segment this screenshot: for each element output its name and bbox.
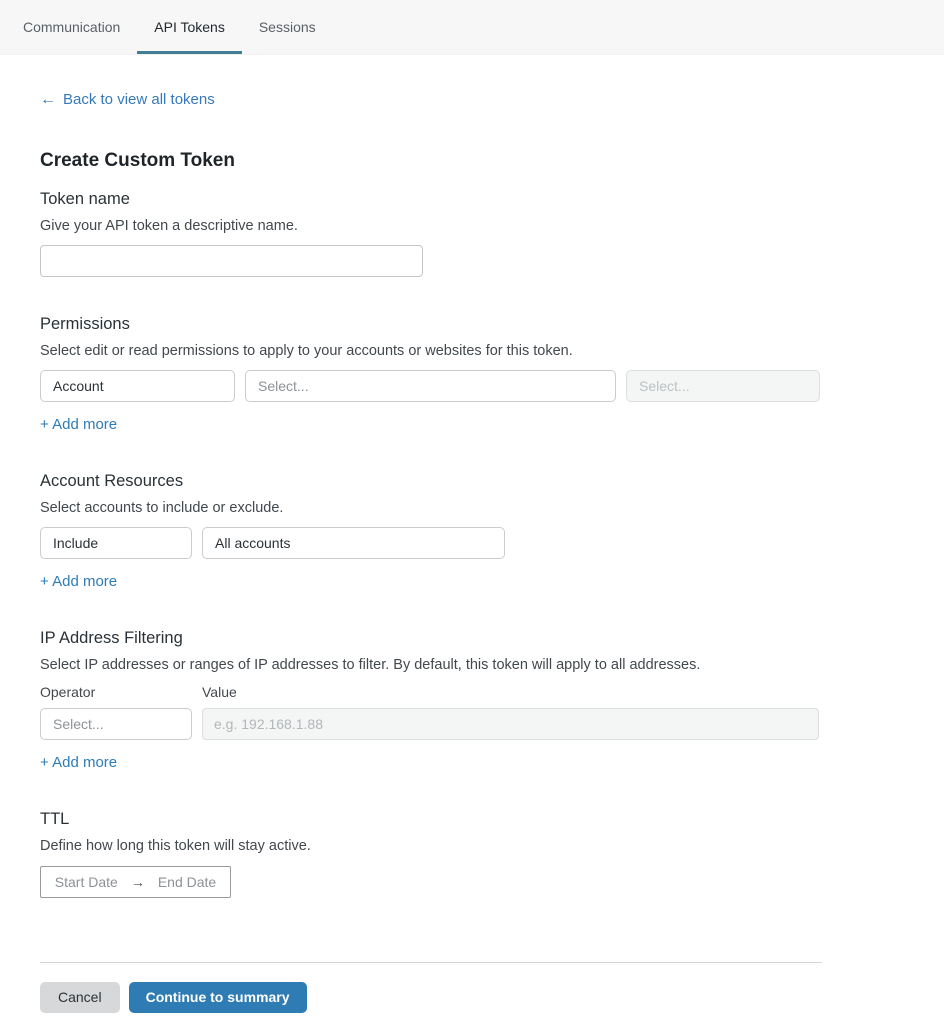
- ip-filtering-row: [40, 708, 822, 740]
- ip-filtering-description: Select IP addresses or ranges of IP addresses to filter. By default, this token will apply to all addresses.: [40, 656, 701, 673]
- section-ttl: [40, 810, 822, 898]
- token-name-description: Give your API token a descriptive name.: [40, 217, 298, 234]
- tab-api-tokens[interactable]: API Tokens: [137, 0, 242, 54]
- permission-level-placeholder: Select...: [639, 377, 690, 394]
- permission-scope-select[interactable]: [40, 370, 235, 402]
- back-link-label: Back to view all tokens: [63, 91, 215, 108]
- ip-operator-placeholder: Select...: [53, 715, 104, 732]
- ip-value-input: [202, 708, 819, 740]
- value-label: Value: [202, 683, 237, 700]
- ttl-date-range-picker[interactable]: [40, 866, 231, 898]
- page-title: Create Custom Token: [40, 149, 235, 171]
- footer-divider: [40, 962, 822, 963]
- permission-group-placeholder: Select...: [258, 377, 309, 394]
- permission-scope-value: Account: [53, 377, 104, 394]
- back-to-tokens-link[interactable]: [40, 91, 215, 108]
- resource-accounts-select[interactable]: [202, 527, 505, 559]
- permissions-description: Select edit or read permissions to apply to your accounts or websites for this token.: [40, 342, 573, 359]
- section-permissions: [40, 315, 822, 434]
- permission-group-select[interactable]: [245, 370, 616, 402]
- start-date-placeholder: Start Date: [54, 873, 118, 890]
- continue-to-summary-button[interactable]: Continue to summary: [129, 982, 307, 1013]
- account-resources-row: [40, 527, 822, 559]
- tab-communication[interactable]: Communication: [23, 19, 121, 35]
- account-resources-description: Select accounts to include or exclude.: [40, 499, 284, 516]
- tab-bar: [0, 0, 944, 55]
- footer-buttons: [40, 982, 822, 1013]
- resource-mode-value: Include: [53, 534, 99, 551]
- token-name-input[interactable]: [40, 245, 423, 277]
- back-arrow-icon: ←: [40, 90, 56, 108]
- section-token-name: [40, 190, 822, 277]
- permissions-heading: Permissions: [40, 314, 130, 333]
- ttl-description: Define how long this token will stay active.: [40, 837, 311, 854]
- ip-filtering-heading: IP Address Filtering: [40, 628, 183, 647]
- section-ip-filtering: [40, 629, 822, 772]
- operator-label: Operator: [40, 683, 96, 700]
- arrow-right-icon: →: [130, 873, 145, 890]
- ip-operator-select[interactable]: [40, 708, 192, 740]
- end-date-placeholder: End Date: [157, 873, 217, 890]
- ttl-heading: TTL: [40, 809, 70, 828]
- section-account-resources: [40, 472, 822, 591]
- ip-filtering-field-labels: [40, 684, 822, 700]
- permissions-add-more-link[interactable]: + Add more: [40, 415, 118, 433]
- permission-level-select: [626, 370, 820, 402]
- account-resources-heading: Account Resources: [40, 471, 184, 490]
- tab-sessions[interactable]: Sessions: [258, 19, 316, 35]
- cancel-button[interactable]: Cancel: [40, 982, 120, 1013]
- account-resources-add-more-link[interactable]: + Add more: [40, 572, 118, 590]
- ip-filtering-add-more-link[interactable]: + Add more: [40, 753, 118, 771]
- permissions-row: [40, 370, 822, 402]
- create-token-form: [40, 55, 822, 1013]
- resource-accounts-value: All accounts: [215, 534, 291, 551]
- resource-mode-select[interactable]: [40, 527, 192, 559]
- token-name-heading: Token name: [40, 189, 130, 208]
